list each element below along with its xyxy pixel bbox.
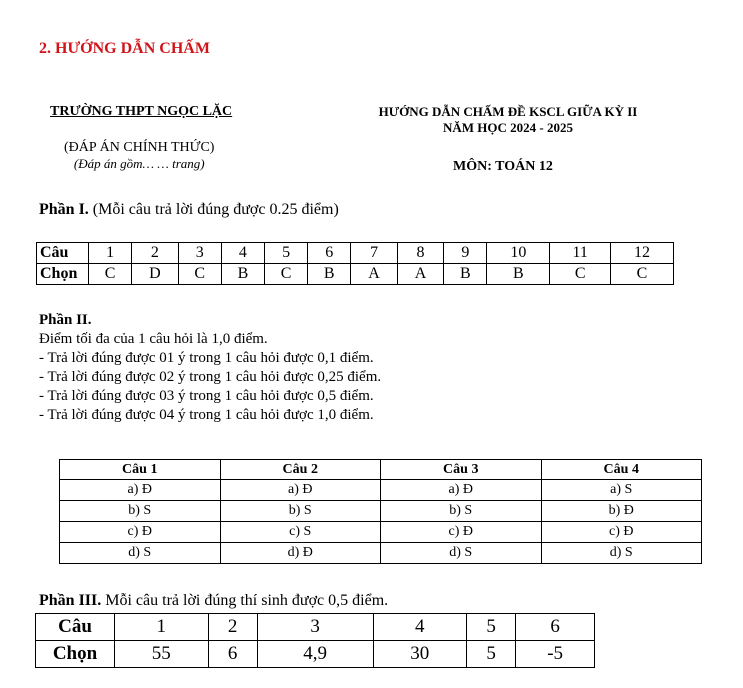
part2-cell: c) Đ <box>541 522 702 543</box>
subject-label: MÔN: TOÁN 12 <box>453 159 553 174</box>
part1-answer-cell: C <box>178 264 221 285</box>
part3-question-cell: 1 <box>115 614 209 641</box>
part3-answer-cell: 6 <box>208 641 257 668</box>
part2-cell: d) S <box>541 543 702 564</box>
school-name: TRƯỜNG THPT NGỌC LẶC <box>50 104 233 119</box>
part1-question-cell: 4 <box>221 243 264 264</box>
part1-answer-cell: A <box>397 264 443 285</box>
part2-rule-line: - Trả lời đúng được 01 ý trong 1 câu hỏi được 0,1 điểm. <box>39 350 374 366</box>
part3-label: Phần III. <box>39 592 102 609</box>
part1-answer-cell: B <box>444 264 487 285</box>
part1-desc: (Mỗi câu trả lời đúng được 0.25 điểm) <box>88 201 339 218</box>
part2-cell: a) Đ <box>60 480 221 501</box>
part2-cell: a) Đ <box>381 480 542 501</box>
part2-rule-line: - Trả lời đúng được 04 ý trong 1 câu hỏi được 1,0 điểm. <box>39 407 374 423</box>
part1-question-label: Câu <box>37 243 89 264</box>
part1-answer-cell: B <box>221 264 264 285</box>
part2-header-cell: Câu 3 <box>381 460 542 480</box>
pages-note: (Đáp án gồm… … trang) <box>73 156 205 171</box>
document-title <box>348 104 668 136</box>
part1-answer-cell: D <box>132 264 178 285</box>
document-title-line1: HƯỚNG DẪN CHẤM ĐỀ KSCL GIỮA KỲ II <box>378 104 638 119</box>
part2-rules <box>39 330 381 425</box>
part2-rule-line: Điểm tối đa của 1 câu hỏi là 1,0 điểm. <box>39 331 268 347</box>
part2-row <box>60 480 702 501</box>
part2-cell: a) Đ <box>220 480 381 501</box>
part1-answer-cell: C <box>89 264 132 285</box>
part2-cell: d) Đ <box>220 543 381 564</box>
part1-question-cell: 11 <box>550 243 611 264</box>
part1-answer-cell: C <box>264 264 307 285</box>
official-note <box>64 140 214 172</box>
part2-label: Phần II. <box>39 312 92 328</box>
part3-question-cell: 4 <box>373 614 467 641</box>
part2-cell: b) Đ <box>541 501 702 522</box>
part3-answer-row <box>36 641 595 668</box>
part2-cell: d) S <box>60 543 221 564</box>
part1-question-cell: 1 <box>89 243 132 264</box>
part1-answer-cell: B <box>487 264 550 285</box>
part1-answer-row <box>37 264 674 285</box>
part2-header-cell: Câu 4 <box>541 460 702 480</box>
part1-question-cell: 8 <box>397 243 443 264</box>
part3-answer-cell: -5 <box>516 641 595 668</box>
part2-cell: b) S <box>60 501 221 522</box>
part3-question-cell: 6 <box>516 614 595 641</box>
part2-row <box>60 543 702 564</box>
part3-answer-cell: 55 <box>115 641 209 668</box>
part2-header-cell: Câu 2 <box>220 460 381 480</box>
part1-answer-cell: B <box>308 264 351 285</box>
part2-cell: c) Đ <box>60 522 221 543</box>
part2-answer-table <box>59 459 702 564</box>
part2-cell: b) S <box>381 501 542 522</box>
part3-answer-cell: 4,9 <box>257 641 373 668</box>
part1-question-cell: 3 <box>178 243 221 264</box>
part2-row <box>60 522 702 543</box>
part2-header-row <box>60 460 702 480</box>
part1-answer-cell: C <box>611 264 674 285</box>
part1-question-cell: 12 <box>611 243 674 264</box>
part1-answer-cell: A <box>351 264 397 285</box>
part3-question-row <box>36 614 595 641</box>
part2-cell: c) S <box>220 522 381 543</box>
part3-heading <box>39 592 388 610</box>
part3-answer-table <box>35 613 595 668</box>
part2-cell: a) S <box>541 480 702 501</box>
part2-rule-line: - Trả lời đúng được 02 ý trong 1 câu hỏi được 0,25 điểm. <box>39 369 382 385</box>
part1-question-cell: 6 <box>308 243 351 264</box>
part3-question-cell: 2 <box>208 614 257 641</box>
part3-question-cell: 5 <box>467 614 516 641</box>
part2-cell: d) S <box>381 543 542 564</box>
part2-row <box>60 501 702 522</box>
document-title-line2: NĂM HỌC 2024 - 2025 <box>443 120 573 135</box>
part3-question-cell: 3 <box>257 614 373 641</box>
part3-answer-cell: 30 <box>373 641 467 668</box>
part1-label: Phần I. <box>39 201 89 218</box>
part3-question-label: Câu <box>36 614 115 641</box>
section-title: 2. HƯỚNG DẪN CHẤM <box>39 40 210 57</box>
part1-answer-label: Chọn <box>37 264 89 285</box>
official-label: (ĐÁP ÁN CHÍNH THỨC) <box>64 140 215 155</box>
part2-header-cell: Câu 1 <box>60 460 221 480</box>
part2-section <box>39 311 381 425</box>
part1-question-cell: 9 <box>444 243 487 264</box>
part3-answer-cell: 5 <box>467 641 516 668</box>
part1-question-cell: 7 <box>351 243 397 264</box>
part1-question-cell: 10 <box>487 243 550 264</box>
part1-question-row <box>37 243 674 264</box>
part3-desc: Mỗi câu trả lời đúng thí sinh được 0,5 điểm. <box>101 592 389 609</box>
part1-answer-table <box>36 242 674 285</box>
part1-question-cell: 5 <box>264 243 307 264</box>
part2-cell: c) Đ <box>381 522 542 543</box>
part3-answer-label: Chọn <box>36 641 115 668</box>
part2-cell: b) S <box>220 501 381 522</box>
part1-answer-cell: C <box>550 264 611 285</box>
part2-rule-line: - Trả lời đúng được 03 ý trong 1 câu hỏi được 0,5 điểm. <box>39 388 374 404</box>
part1-question-cell: 2 <box>132 243 178 264</box>
part1-heading <box>39 201 339 219</box>
